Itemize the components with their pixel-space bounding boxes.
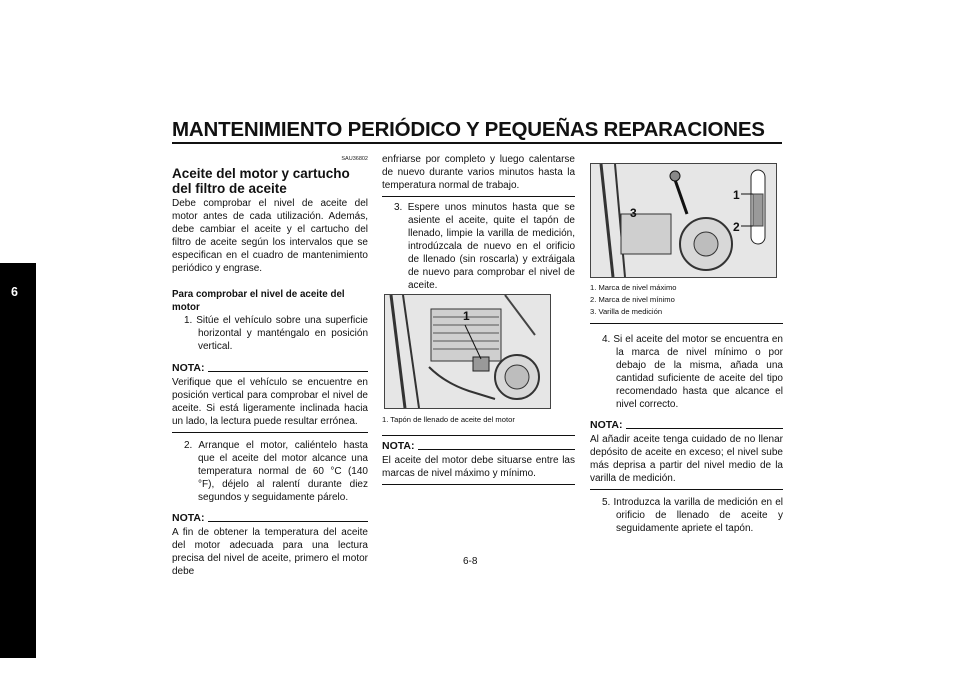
nota-4 [590,419,783,490]
nota-3-label: NOTA: [382,440,415,452]
nota-2 [172,512,368,578]
step-2: 2. Arranque el motor, caliéntelo hasta que el aceite del motor alcance una temperatura normal de 60 °C (140 °F), déjelo al ralentí durante diez segundos y seguidamente párelo. [184,440,368,503]
nota-2-text: A fin de obtener la temperatura del aceite del motor adecuada para una lectura precisa del nivel de aceite, primero el motor debe [172,527,368,577]
figure-callout-1: 1 [463,309,470,323]
nota-1-text: Verifique que el vehículo se encuentre en posición vertical para comprobar el nivel de aceite. Si está ligeramente inclinada hacia un lado, la lectura puede resultar errónea. [172,377,368,427]
nota-3-text: El aceite del motor debe situarse entre las marcas de nivel máximo y mínimo. [382,455,575,479]
section-code: SAU36802 [341,156,368,162]
column-3 [590,283,783,535]
intro-paragraph: Debe comprobar el nivel de aceite del motor antes de cada utilización. Además, debe cambiar el aceite y el cartucho del filtro de aceite según los intervalos que se especifican en el cuadro de mantenimiento periódico y engrase. [172,198,368,274]
dipstick-callout-1: 1 [733,188,740,202]
subheading: Para comprobar el nivel de aceite del motor [172,289,345,313]
dipstick-caption-1: 1. Marca de nivel máximo [590,283,677,292]
chapter-tab [0,263,36,658]
nota-3 [382,435,575,485]
nota-2-label: NOTA: [172,512,205,524]
nota-1 [172,362,368,433]
nota-4-label: NOTA: [590,419,623,431]
nota-1-label: NOTA: [172,362,205,374]
page-number: 6-8 [463,556,478,567]
column-1 [172,153,368,578]
section-heading: Aceite del motor y cartucho del filtro de aceite [172,166,350,196]
dipstick-caption-3: 3. Varilla de medición [590,307,663,316]
dipstick-callout-2: 2 [733,220,740,234]
engine-filler-cap-figure [384,294,551,409]
figure-caption: 1. Tapón de llenado de aceite del motor [382,415,515,424]
page-title: MANTENIMIENTO PERIÓDICO Y PEQUEÑAS REPARACIONES [172,118,765,141]
step-1: 1. Sitúe el vehículo sobre una superficie horizontal y manténgalo en posición vertical. [184,315,368,352]
chapter-number: 6 [11,285,18,299]
continuation-paragraph: enfriarse por completo y luego calentarse de nuevo durante varios minutos hasta la temperatura normal de trabajo. [382,154,575,191]
column-2 [382,153,575,292]
dipstick-illustration [591,164,776,277]
step-4: 4. Si el aceite del motor se encuentra en la marca de nivel mínimo o por debajo de la misma, añada una cantidad suficiente de aceite del tipo recomendado hasta que alcance el nivel correcto. [602,334,783,410]
step-5: 5. Introduzca la varilla de medición en el orificio de llenado de aceite y seguidamente apriete el tapón. [602,497,783,534]
nota-4-text: Al añadir aceite tenga cuidado de no llenar depósito de aceite en exceso; el nivel sube más deprisa a partir del nivel medio de la varilla de medición. [590,434,783,484]
dipstick-callout-3: 3 [630,206,637,220]
dipstick-figure [590,163,777,278]
title-rule [172,142,782,144]
step-3: 3. Espere unos minutos hasta que se asiente el aceite, quite el tapón de llenado, limpie la varilla de medición, introdúzcala de nuevo en el orificio de llenado (sin roscarla) y extráigala de nuevo para comprobar el nivel de aceite. [394,202,575,291]
dipstick-caption-2: 2. Marca de nivel mínimo [590,295,675,304]
